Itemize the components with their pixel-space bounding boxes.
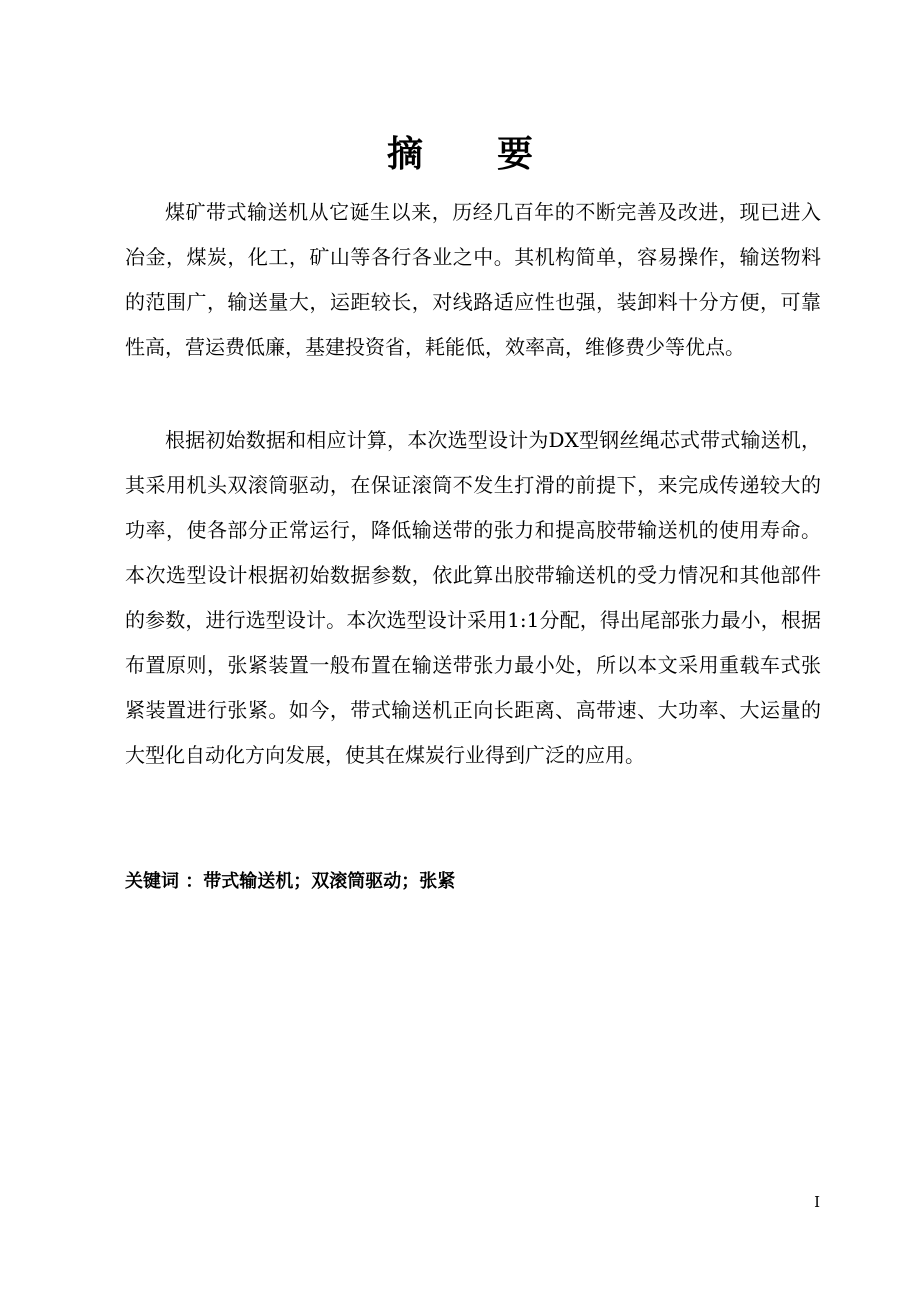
abstract-paragraph-2: 根据初始数据和相应计算，本次选型设计为DX型钢丝绳芯式带式输送机，其采用机头双滚筒驱动，在保证滚筒不发生打滑的前提下，来完成传递较大的功率，使各部分正常运行，降低输送带的张力和提高胶带输送机的使用寿命。本次选型设计根据初始数据参数，依此算出胶带输送机的受力情况和其他部件的参数，进行选型设计。本次选型设计采用1:1分配，得出尾部张力最小，根据布置原则，张紧装置一般布置在输送带张力最小处，所以本文采用重载车式张紧装置进行张紧。如今，带式输送机正向长距离、高带速、大功率、大运量的大型化自动化方向发展，使其在煤炭行业得到广泛的应用。 <box>125 428 821 767</box>
keywords-separator: ： <box>179 871 204 892</box>
keywords-value: 带式输送机；双滚筒驱动；张紧 <box>203 871 456 892</box>
abstract-paragraph-1: 煤矿带式输送机从它诞生以来，历经几百年的不断完善及改进，现已进入冶金，煤炭，化工，矿山等各行各业之中。其机构简单，容易操作，输送物料的范围广，输送量大，运距较长，对线路适应性也强，装卸料十分方便，可靠性高，营运费低廉，基建投资省，耗能低，效率高，维修费少等优点。 <box>125 200 821 359</box>
keywords-label: 关键词 <box>125 871 179 892</box>
keywords-line <box>125 862 821 902</box>
abstract-title: 摘要 <box>386 134 607 175</box>
page-number: I <box>814 1193 820 1211</box>
